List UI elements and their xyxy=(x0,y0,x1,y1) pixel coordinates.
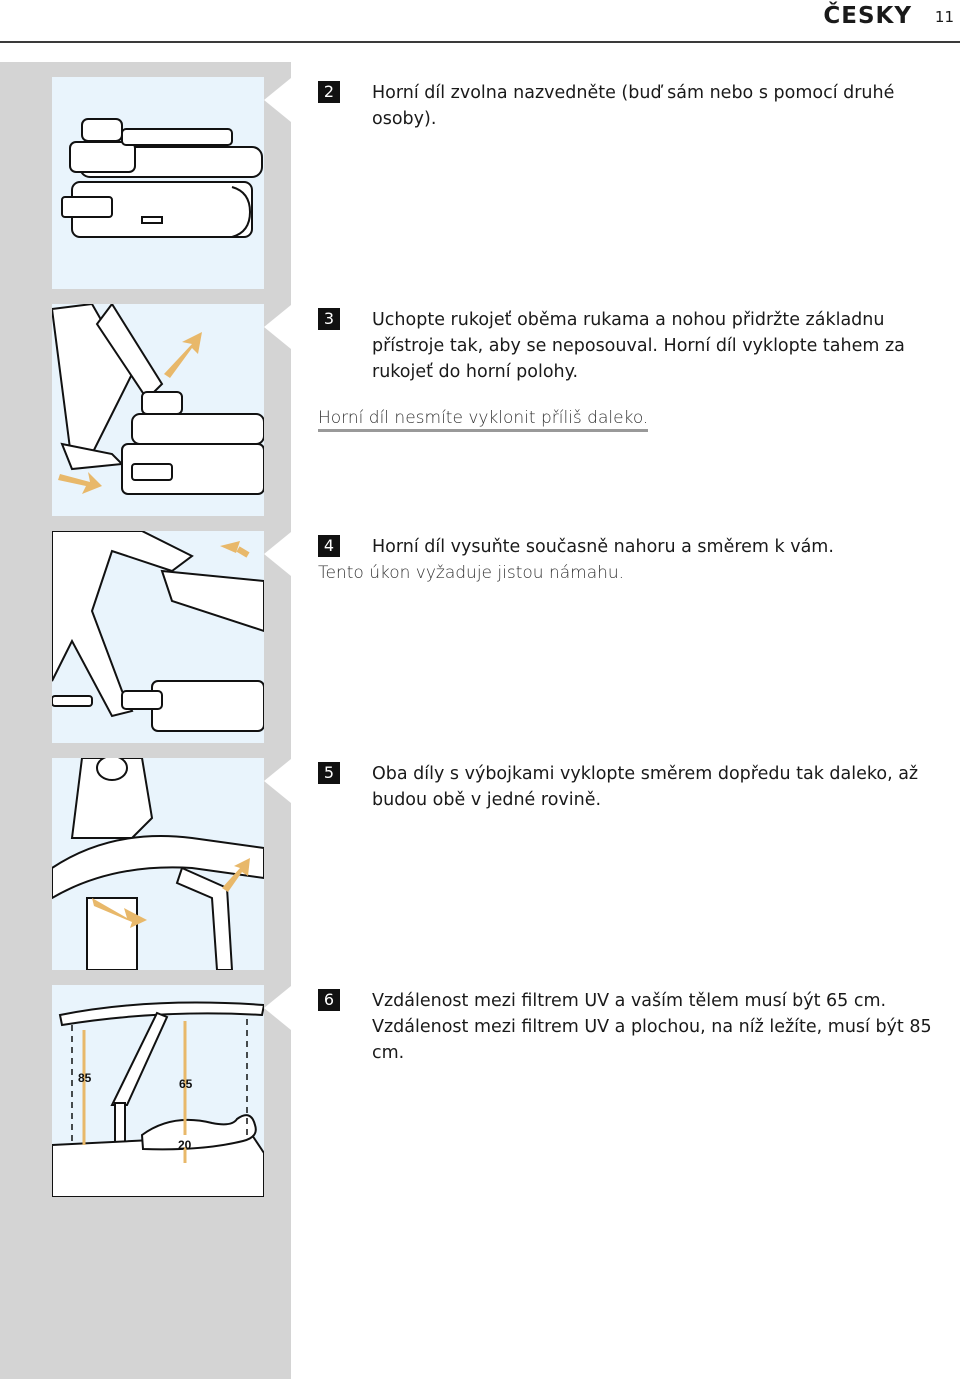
illustration-step-6 xyxy=(52,985,264,1197)
step-5 xyxy=(318,761,958,813)
step-number-badge: 5 xyxy=(318,762,340,784)
step-text-line: Horní díl zvolna nazvedněte (buď sám nebo s pomocí druhé xyxy=(372,83,895,103)
illustration-step-3 xyxy=(52,304,264,516)
step-3 xyxy=(318,307,958,431)
illustration-pointer-6 xyxy=(264,986,291,1030)
language-title: ČESKY xyxy=(823,3,912,29)
label-85: 85 xyxy=(78,1071,92,1085)
illustration-step-4 xyxy=(52,531,264,743)
step-number-badge: 3 xyxy=(318,308,340,330)
distance-diagram xyxy=(52,985,264,1197)
step-text-line: Uchopte rukojeť oběma rukama a nohou přidržte základnu xyxy=(372,310,885,330)
label-65: 65 xyxy=(179,1077,193,1091)
step-number-badge: 4 xyxy=(318,535,340,557)
step-2 xyxy=(318,80,958,132)
lamp-unfold-drawing xyxy=(52,758,264,970)
illustration-pointer-5 xyxy=(264,759,291,803)
step-text-line: budou obě v jedné rovině. xyxy=(372,790,602,810)
page-number: 11 xyxy=(934,8,954,26)
step-6 xyxy=(318,988,958,1066)
step-text-line: Vzdálenost mezi filtrem UV a plochou, na níž ležíte, musí být 85 xyxy=(372,1017,932,1037)
step-text-line: rukojeť do horní polohy. xyxy=(372,362,579,382)
step-4 xyxy=(318,534,958,586)
step-text-line: cm. xyxy=(372,1043,405,1063)
lamp-lift-drawing xyxy=(52,77,264,289)
header-divider xyxy=(0,41,960,43)
lamp-slide-drawing xyxy=(52,531,264,743)
step-text-line: osoby). xyxy=(372,109,437,129)
illustration-step-2 xyxy=(52,77,264,289)
step-text-line: přístroje tak, aby se neposouval. Horní díl vyklopte tahem za xyxy=(372,336,905,356)
lamp-tilt-drawing xyxy=(52,304,264,516)
warning-note: Horní díl nesmíte vyklonit příliš daleko. xyxy=(318,408,648,432)
label-20: 20 xyxy=(178,1138,192,1152)
illustration-step-5 xyxy=(52,758,264,970)
step-text-line: Oba díly s výbojkami vyklopte směrem dopředu tak daleko, až xyxy=(372,764,919,784)
step-text-line: Vzdálenost mezi filtrem UV a vaším tělem musí být 65 cm. xyxy=(372,991,887,1011)
illustration-pointer-2 xyxy=(264,78,291,122)
step-number-badge: 6 xyxy=(318,989,340,1011)
info-note: Tento úkon vyžaduje jistou námahu. xyxy=(318,563,625,583)
step-number-badge: 2 xyxy=(318,81,340,103)
illustration-pointer-4 xyxy=(264,532,291,576)
illustration-pointer-3 xyxy=(264,305,291,349)
step-text-line: Horní díl vysuňte současně nahoru a směrem k vám. xyxy=(372,537,834,557)
